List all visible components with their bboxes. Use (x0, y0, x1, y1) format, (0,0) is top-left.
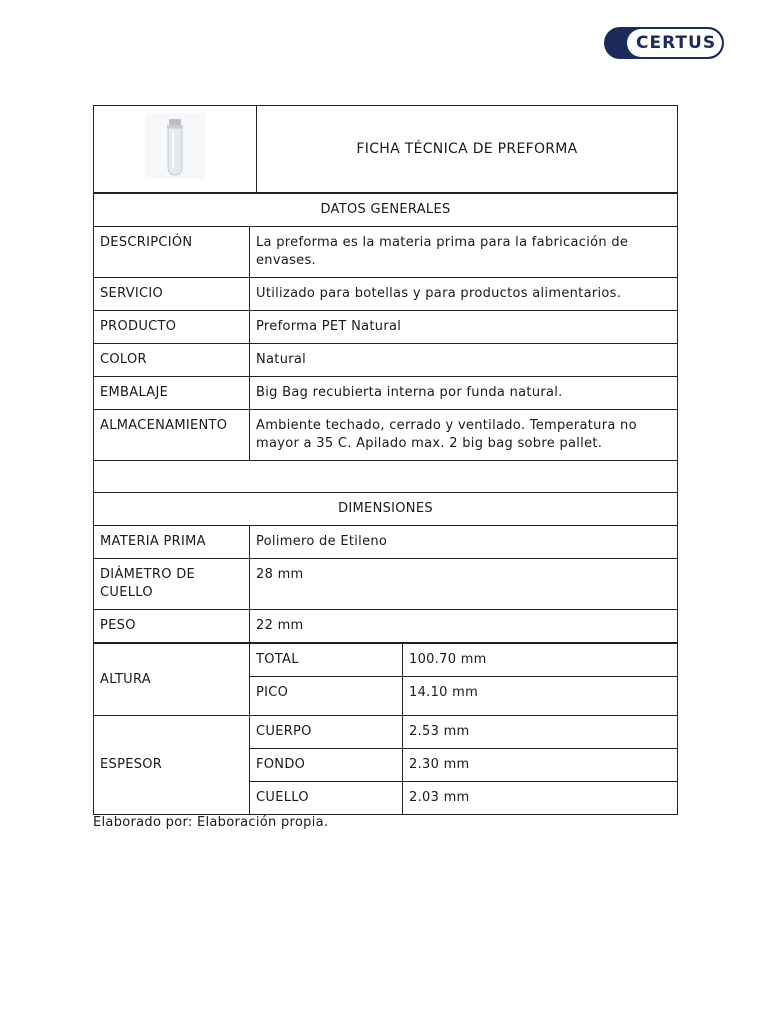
sheet-title: FICHA TÉCNICA DE PREFORMA (257, 106, 678, 193)
row-value: Big Bag recubierta interna por funda natural. (250, 377, 678, 410)
table-row (94, 377, 678, 410)
sub-label: CUELLO (250, 782, 403, 815)
logo-text: CERTUS (636, 33, 717, 53)
row-label: EMBALAJE (94, 377, 250, 410)
dimension-detail-table (93, 643, 678, 815)
altura-label: ALTURA (94, 644, 250, 716)
table-row (94, 559, 678, 610)
certus-logo (604, 27, 724, 59)
preform-image (145, 113, 205, 179)
sub-label: CUERPO (250, 716, 403, 749)
row-value: 28 mm (250, 559, 678, 610)
row-value: Utilizado para botellas y para productos alimentarios. (250, 278, 678, 311)
row-value: Ambiente techado, cerrado y ventilado. Temperatura no mayor a 35 C. Apilado max. 2 big bag sobre pallet. (250, 410, 678, 461)
sub-value: 14.10 mm (403, 677, 678, 716)
table-row (94, 644, 678, 677)
table-row (94, 311, 678, 344)
row-label: DIÁMETRO DE CUELLO (94, 559, 250, 610)
row-label: PRODUCTO (94, 311, 250, 344)
sub-value: 2.30 mm (403, 749, 678, 782)
row-value: Polimero de Etileno (250, 526, 678, 559)
sub-label: PICO (250, 677, 403, 716)
row-label: MATERIA PRIMA (94, 526, 250, 559)
row-value: 22 mm (250, 610, 678, 643)
table-row (94, 526, 678, 559)
sub-value: 100.70 mm (403, 644, 678, 677)
source-note: Elaborado por: Elaboración propia. (93, 815, 329, 830)
row-value: La preforma es la materia prima para la fabricación de envases. (250, 227, 678, 278)
section-general-heading: DATOS GENERALES (94, 194, 678, 227)
row-label: DESCRIPCIÓN (94, 227, 250, 278)
header-table (93, 105, 678, 193)
sub-value: 2.53 mm (403, 716, 678, 749)
table-row (94, 278, 678, 311)
section-dimensions-heading: DIMENSIONES (94, 493, 678, 526)
espesor-label: ESPESOR (94, 716, 250, 815)
row-value: Natural (250, 344, 678, 377)
table-row (94, 716, 678, 749)
row-value: Preforma PET Natural (250, 311, 678, 344)
row-label: COLOR (94, 344, 250, 377)
sub-label: TOTAL (250, 644, 403, 677)
sub-label: FONDO (250, 749, 403, 782)
spec-sheet (93, 105, 677, 815)
table-row (94, 610, 678, 643)
row-label: PESO (94, 610, 250, 643)
table-row (94, 227, 678, 278)
blank-separator-row (94, 461, 678, 493)
preform-image-cell (94, 106, 257, 193)
sub-value: 2.03 mm (403, 782, 678, 815)
row-label: SERVICIO (94, 278, 250, 311)
row-label: ALMACENAMIENTO (94, 410, 250, 461)
general-data-table (93, 193, 678, 643)
table-row (94, 344, 678, 377)
table-row (94, 410, 678, 461)
